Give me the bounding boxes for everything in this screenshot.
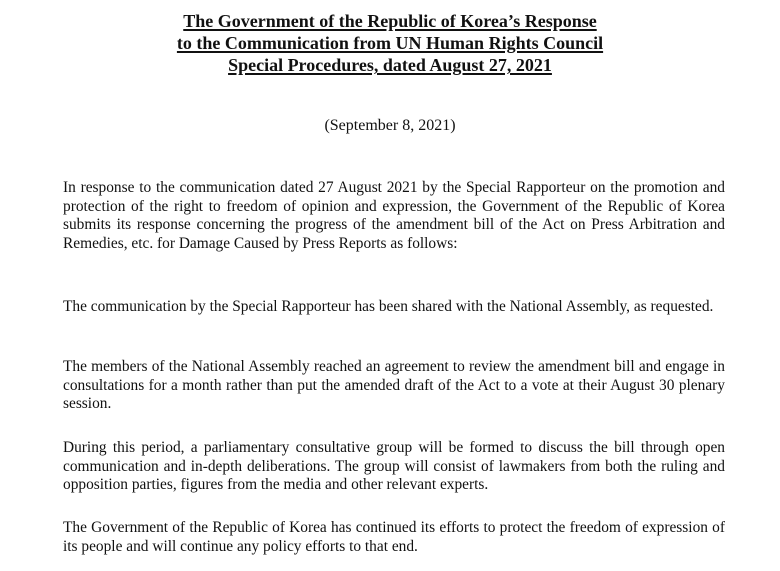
paragraph-introduction: In response to the communication dated 27 August 2021 by the Special Rapporteur on the promotion and protection of the right to freedom of opinion and expression, the Government of the Republic of Korea submits its response concerning the progress of the amendment bill of the Act on Press Arbitration and Remedies, etc. for Damage Caused by Press Reports as follows: <box>63 179 725 252</box>
title-line-3: Special Procedures, dated August 27, 2021 <box>228 55 552 75</box>
document-title <box>0 10 780 76</box>
paragraph-government-efforts: The Government of the Republic of Korea has continued its efforts to protect the freedom of expression of its people and will continue any policy efforts to that end. <box>63 519 725 555</box>
paragraph-communication-shared: The communication by the Special Rapporteur has been shared with the National Assembly, as requested. <box>63 298 714 315</box>
paragraph-assembly-agreement: The members of the National Assembly reached an agreement to review the amendment bill and engage in consultations for a month rather than put the amended draft of the Act to a vote at their August 30 plenary session. <box>63 358 725 412</box>
document-date: (September 8, 2021) <box>324 117 456 134</box>
title-line-1: The Government of the Republic of Korea’s Response <box>183 11 597 31</box>
paragraph-consultative-group: During this period, a parliamentary consultative group will be formed to discuss the bill through open communication and in-depth deliberations. The group will consist of lawmakers from both the ruling and opposition parties, figures from the media and other relevant experts. <box>63 439 725 493</box>
title-line-2: to the Communication from UN Human Rights Council <box>176 33 604 53</box>
